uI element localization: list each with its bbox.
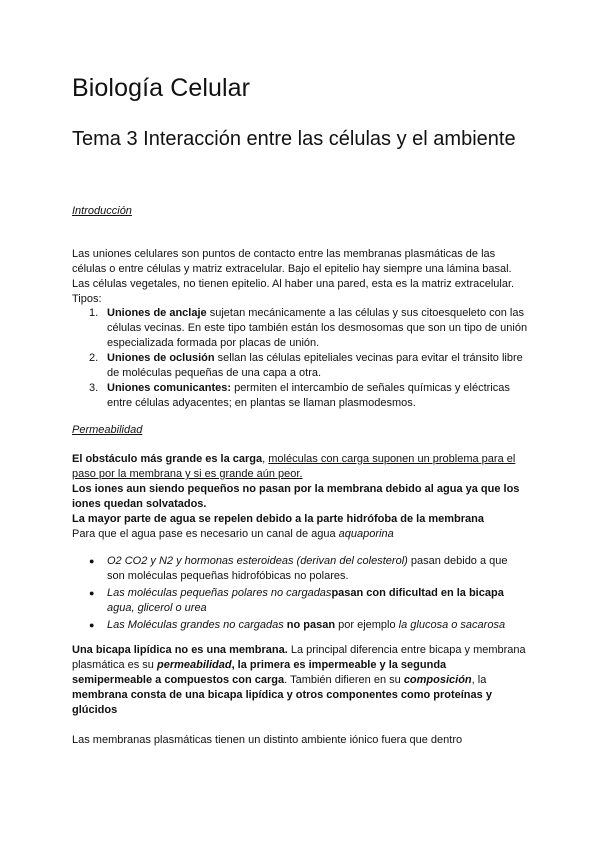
list-item: [72, 618, 528, 633]
list-item: [72, 586, 528, 616]
charge-paragraph: [72, 452, 528, 482]
intro-paragraph: Las uniones celulares son puntos de contacto entre las membranas plasmáticas de las células o entre células y matriz extracelular. Bajo el epitelio hay siempre una lámina basal. Las células vegetales, no tienen epitelio. Al haber una pared, esta es la matriz extracelular. Tipos:: [72, 248, 515, 305]
aquaporin-italic: aquaporina: [338, 528, 394, 540]
document-subtitle: Tema 3 Interacción entre las células y el ambiente: [72, 128, 516, 150]
bilayer-t3: , la: [471, 674, 487, 686]
bullet-italic: Las moléculas pequeñas polares no cargadas: [107, 587, 332, 599]
bullet-italic-2: agua, glicerol o urea: [107, 602, 207, 614]
term-description: permiten el intercambio de señales químicas y eléctricas entre células adyacentes; en plantas se llaman plasmodesmos.: [107, 382, 510, 409]
water-paragraph: [72, 512, 528, 527]
water-bold: La mayor parte de agua se repelen debido a la parte hidrófoba de la membrana: [72, 513, 485, 525]
permeability-heading: Permeabilidad: [72, 424, 143, 436]
list-item: [72, 554, 528, 584]
list-item: [72, 306, 528, 351]
bullet-icon: ●: [89, 556, 95, 566]
bullet-bold: pasan con dificultad en la bicapa: [331, 587, 504, 599]
list-number: 2.: [89, 352, 99, 364]
bullet-italic-3: la glucosa o sacarosa: [398, 619, 506, 631]
term-anclaje: Uniones de anclaje: [107, 307, 207, 319]
bullet-italic: Las Moléculas grandes no cargadas: [107, 619, 284, 631]
list-number: 3.: [89, 382, 99, 394]
bilayer-b2: , la primera es impermeable y la segunda semipermeable a compuestos con carga: [72, 659, 447, 686]
ions-paragraph: [72, 482, 528, 512]
term-description: sujetan mecánicamente a las células y sus citoesqueleto con las células vecinas. En este tipo también están los desmosomas que son un tipo de unión especializada formada por placas de unión.: [107, 307, 528, 349]
term-description: sellan las células epiteliales vecinas para evitar el tránsito libre de moléculas pequeñas de una capa a otra.: [107, 352, 523, 379]
bullet-icon: ●: [89, 620, 95, 630]
junction-types-list: [72, 306, 528, 411]
bilayer-t1: La principal diferencia entre bicapa y membrana plasmática es su: [72, 644, 526, 671]
ionic-paragraph: Las membranas plasmáticas tienen un distinto ambiente iónico fuera que dentro: [72, 734, 463, 746]
bilayer-b3: membrana consta de una bicapa lipídica y otros componentes como proteínas y glúcidos: [72, 689, 492, 716]
bullet-icon: ●: [89, 588, 95, 598]
bullet-text: por ejemplo: [335, 619, 399, 631]
list-number: 1.: [89, 307, 99, 319]
charge-underline: moléculas con carga suponen un problema para el paso por la membrana y si es grande aún peor.: [72, 453, 516, 480]
term-comunicantes: Uniones comunicantes:: [107, 382, 232, 394]
bilayer-t2: . También difieren en su: [284, 674, 404, 686]
bilayer-paragraph: [72, 643, 528, 718]
bullet-italic: O2 CO2 y N2 y hormonas esteroideas (derivan del colesterol): [107, 555, 408, 567]
list-item: [72, 381, 528, 411]
bilayer-bi1: permeabilidad: [156, 659, 232, 671]
molecule-list: [72, 554, 528, 635]
bullet-text: pasan debido a que son moléculas pequeñas hidrofóbicas no polares.: [107, 555, 508, 582]
intro-heading: Introducción: [72, 205, 132, 217]
charge-bold: El obstáculo más grande es la carga: [72, 453, 263, 465]
charge-sep: ,: [262, 453, 269, 465]
bilayer-b1: Una bicapa lipídica no es una membrana.: [72, 644, 288, 656]
bilayer-bi2: composición: [403, 674, 472, 686]
document-title: Biología Celular: [72, 74, 251, 102]
bullet-bold: no pasan: [283, 619, 336, 631]
list-item: [72, 351, 528, 381]
aquaporin-text: Para que el agua pase es necesario un canal de agua: [72, 528, 339, 540]
aquaporin-paragraph: [72, 527, 528, 542]
ions-bold: Los iones aun siendo pequeños no pasan por la membrana debido al agua ya que los iones quedan solvatados.: [72, 483, 520, 510]
term-oclusion: Uniones de oclusión: [107, 352, 215, 364]
